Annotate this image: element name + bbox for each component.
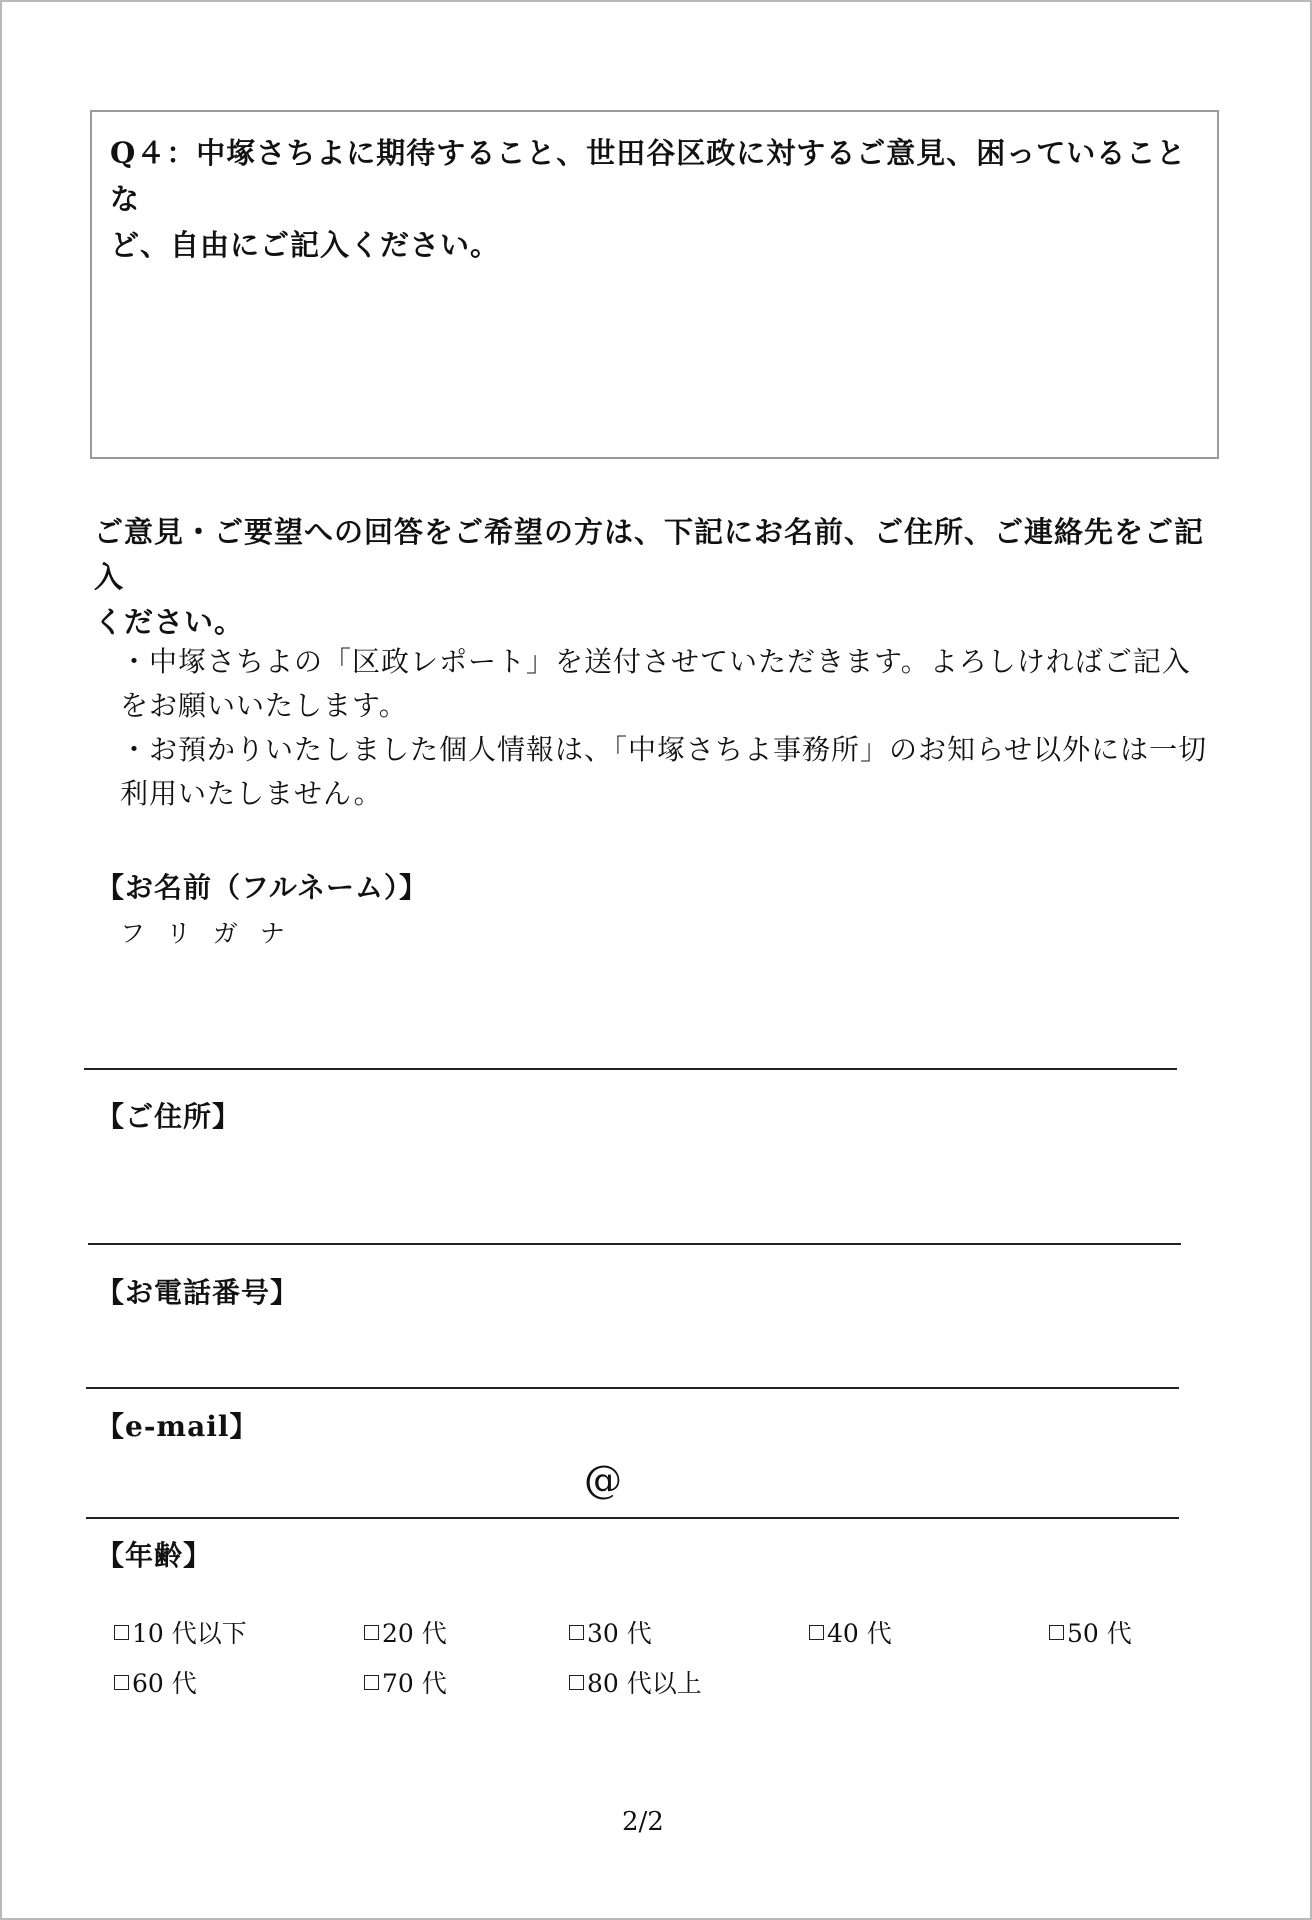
checkbox-icon[interactable] [114, 1625, 129, 1640]
phone-label: 【お電話番号】 [96, 1276, 300, 1309]
q4-question-line: ど、自由にご記入ください。 [110, 228, 501, 262]
phone-field-line[interactable] [86, 1387, 1179, 1389]
reply-request-line: ください。 [94, 605, 245, 639]
reply-request-heading [94, 510, 1224, 645]
note-line: ・中塚さちよの「区政レポート」を送付させていただきます。よろしければご記入 [120, 645, 1191, 678]
age-option-40s[interactable]: 40 代 [809, 1614, 1049, 1650]
q4-question-line: Q４：中塚さちよに期待すること、世田谷区政に対するご意見、困っていることな [110, 136, 1187, 216]
age-options [114, 1614, 1214, 1700]
age-option-60s[interactable]: 60 代 [114, 1664, 364, 1700]
age-option-50s[interactable]: 50 代 [1049, 1614, 1214, 1650]
age-option-80s-over[interactable]: 80 代以上 [569, 1664, 809, 1700]
age-option-70s[interactable]: 70 代 [364, 1664, 569, 1700]
email-label: 【e-mail】 [96, 1410, 259, 1443]
name-label: 【お名前（フルネーム）】 [96, 871, 429, 904]
page-number: 2/2 [622, 1807, 664, 1837]
note-line: ・お預かりいたしました個人情報は、「中塚さちよ事務所」のお知らせ以外には一切 [120, 733, 1208, 766]
reply-request-line: ご意見・ご要望への回答をご希望の方は、下記にお名前、ご住所、ご連絡先をご記入 [94, 515, 1205, 594]
checkbox-icon[interactable] [1049, 1625, 1064, 1640]
name-field-line[interactable] [84, 1068, 1177, 1070]
note-line: をお願いいたします。 [120, 689, 408, 722]
age-option-10s-under[interactable]: 10 代以下 [114, 1614, 364, 1650]
age-label: 【年齢】 [96, 1539, 213, 1572]
checkbox-icon[interactable] [569, 1675, 584, 1690]
email-field-line[interactable] [86, 1517, 1179, 1519]
checkbox-icon[interactable] [809, 1625, 824, 1640]
checkbox-icon[interactable] [114, 1675, 129, 1690]
q4-question [110, 130, 1200, 268]
address-label: 【ご住所】 [96, 1100, 242, 1133]
address-field-line[interactable] [88, 1243, 1181, 1245]
furigana-label: フリガナ [120, 919, 307, 948]
checkbox-icon[interactable] [569, 1625, 584, 1640]
checkbox-icon[interactable] [364, 1675, 379, 1690]
checkbox-icon[interactable] [364, 1625, 379, 1640]
q4-answer-box[interactable] [90, 110, 1219, 459]
note-line: 利用いたしません。 [120, 777, 383, 810]
notes-list [120, 640, 1225, 816]
email-at-sign: @ [584, 1458, 622, 1502]
age-option-30s[interactable]: 30 代 [569, 1614, 809, 1650]
age-option-20s[interactable]: 20 代 [364, 1614, 569, 1650]
